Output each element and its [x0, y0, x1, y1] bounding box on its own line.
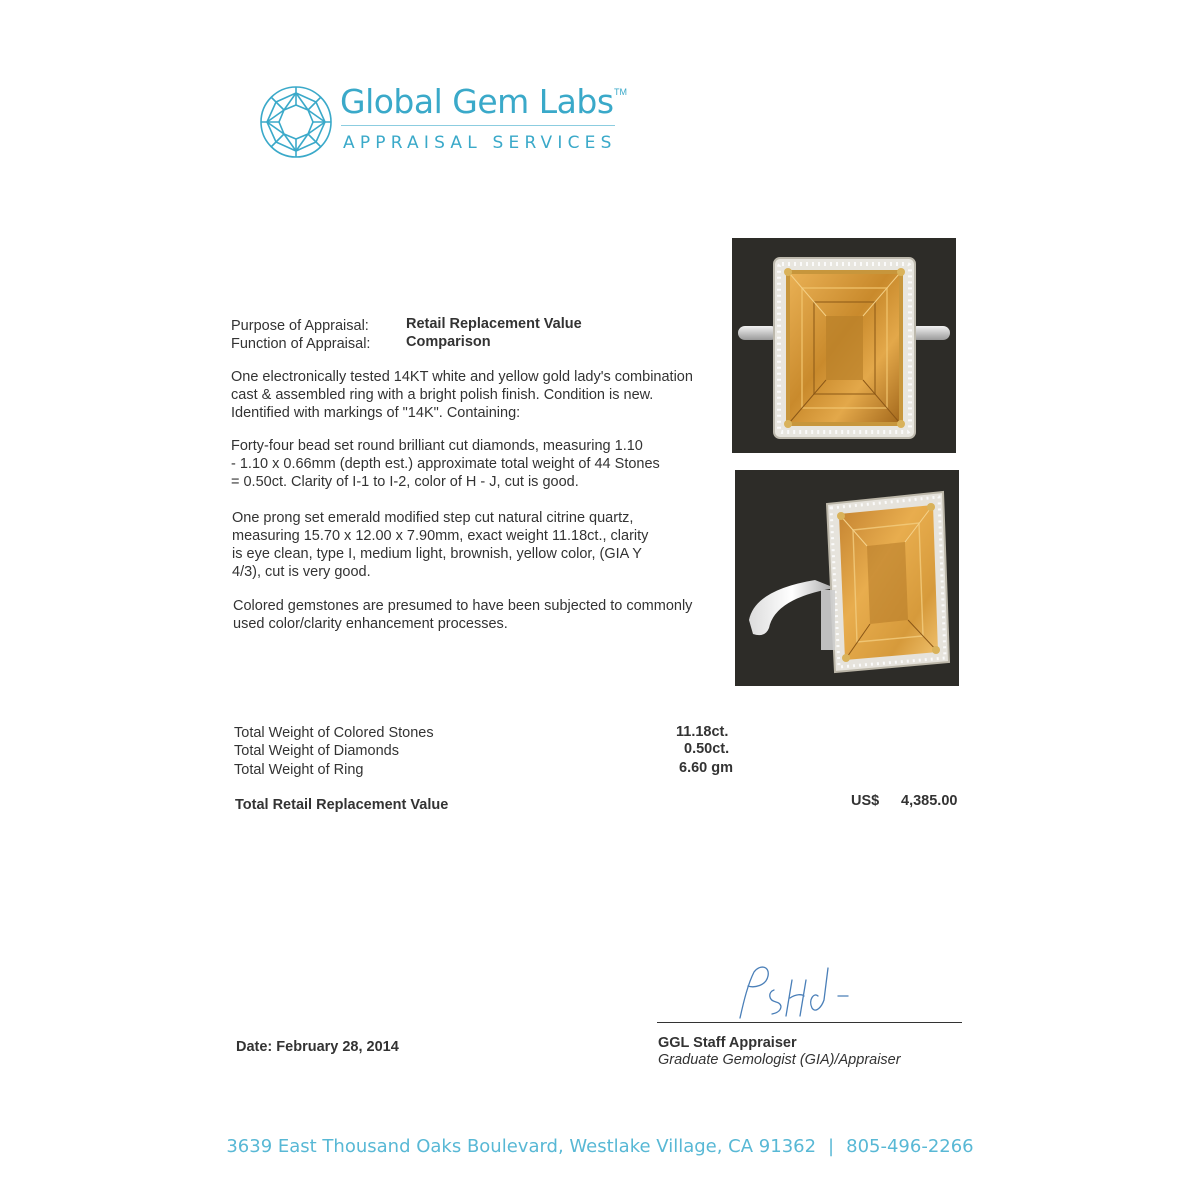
- diamonds-weight-label: Total Weight of Diamonds: [234, 743, 399, 759]
- brand-divider: [341, 125, 615, 126]
- retail-value-label: Total Retail Replacement Value: [235, 797, 449, 813]
- function-label: Function of Appraisal:: [231, 336, 371, 352]
- retail-value-amount: 4,385.00: [901, 793, 958, 809]
- ring-weight-value: 6.60 gm: [679, 760, 733, 776]
- footer-contact: [0, 1136, 1200, 1157]
- ring-front-image: [732, 238, 956, 453]
- function-value: Comparison: [406, 334, 491, 350]
- ring-description: One electronically tested 14KT white and yellow gold lady's combination cast & assembled ring with a bright polish finish. Condition is new. Identified with markings of "14K". Containing:: [231, 369, 693, 421]
- brilliant-cut-diamond-icon: [258, 84, 334, 160]
- ring-angle-image: [735, 470, 959, 686]
- enhancement-disclaimer: Colored gemstones are presumed to have been subjected to commonly used color/clarity enhancement processes.: [233, 598, 693, 632]
- brand-name: Global Gem Labs: [340, 82, 614, 121]
- colored-stones-value: 11.18ct.: [676, 724, 729, 740]
- signature-line: [657, 1022, 962, 1023]
- appraisal-date: Date: February 28, 2014: [236, 1039, 399, 1055]
- footer-separator: |: [828, 1136, 835, 1157]
- footer-address: 3639 East Thousand Oaks Boulevard, Westlake Village, CA 91362: [226, 1136, 817, 1157]
- ring-photo-front: [732, 238, 956, 453]
- ring-weight-label: Total Weight of Ring: [234, 762, 364, 778]
- signer-title: GGL Staff Appraiser: [658, 1035, 797, 1051]
- appraiser-signature: [730, 960, 860, 1024]
- signer-credentials: Graduate Gemologist (GIA)/Appraiser: [658, 1052, 901, 1068]
- brand-subtitle: APPRAISAL SERVICES: [343, 133, 617, 153]
- purpose-label: Purpose of Appraisal:: [231, 318, 369, 334]
- ring-photo-angle: [735, 470, 959, 686]
- purpose-value: Retail Replacement Value: [406, 316, 582, 332]
- diamond-description: Forty-four bead set round brilliant cut diamonds, measuring 1.10 - 1.10 x 0.66mm (depth est.) approximate total weight of 44 Stones = 0.50ct. Clarity of I-1 to I-2, color of H - J, cut is good.: [231, 438, 660, 490]
- brand-trademark: TM: [614, 87, 627, 97]
- diamonds-weight-value: 0.50ct.: [684, 741, 730, 757]
- citrine-description: One prong set emerald modified step cut natural citrine quartz, measuring 15.70 x 12.00 x 7.90mm, exact weight 11.18ct., clarity is eye clean, type I, medium light, brownish, yellow color, (GIA Y 4/3), cut is very good.: [232, 510, 649, 580]
- footer-phone: 805-496-2266: [846, 1136, 974, 1157]
- retail-currency: US$: [851, 793, 880, 809]
- colored-stones-label: Total Weight of Colored Stones: [234, 725, 434, 741]
